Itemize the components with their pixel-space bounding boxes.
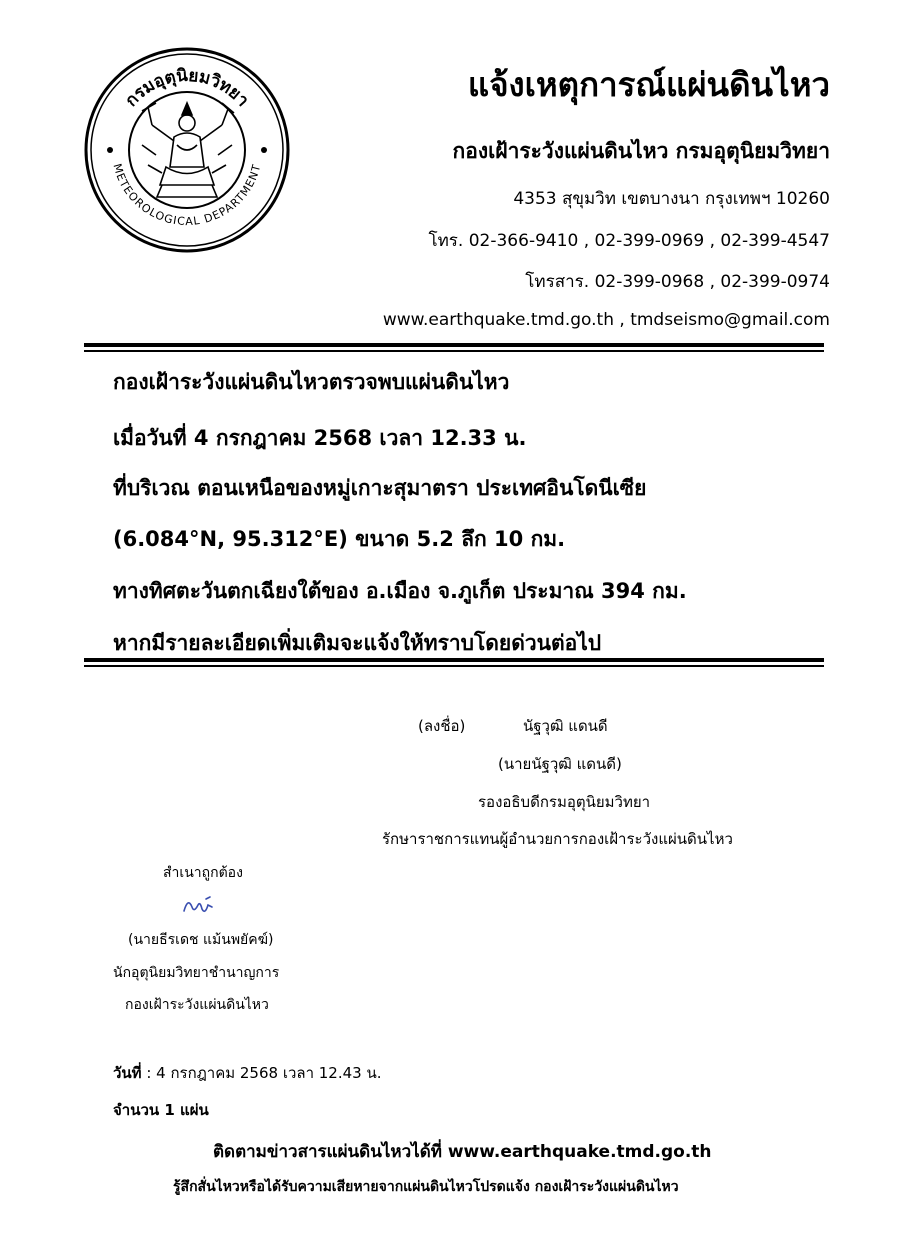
- signature-name: นัฐวุฒิ แดนดี: [523, 717, 608, 735]
- department-name: กองเฝ้าระวังแผ่นดินไหว กรมอุตุนิยมวิทยา: [452, 139, 830, 163]
- announcement-line-5: ทางทิศตะวันตกเฉียงใต้ของ อ.เมือง จ.ภูเก็ต ประมาณ 394 กม.: [113, 579, 687, 603]
- follow-news: ติดตามข่าวสารแผ่นดินไหวได้ที่ www.earthquake.tmd.go.th: [213, 1142, 712, 1162]
- page-count: [113, 1098, 209, 1122]
- telephone: โทร. 02-366-9410 , 02-399-0969 , 02-399-4547: [428, 231, 830, 251]
- certified-copy-title: สำเนาถูกต้อง: [163, 865, 243, 881]
- issue-date: [113, 1061, 382, 1085]
- announcement-line-2: เมื่อวันที่ 4 กรกฎาคม 2568 เวลา 12.33 น.: [113, 426, 527, 450]
- announcement-line-6: หากมีรายละเอียดเพิ่มเติมจะแจ้งให้ทราบโดยด่วนต่อไป: [113, 631, 602, 655]
- signer-position: รองอธิบดีกรมอุตุนิยมวิทยา: [478, 793, 651, 811]
- certifier-position: นักอุตุนิยมวิทยาชำนาญการ: [113, 965, 280, 981]
- document-title: แจ้งเหตุการณ์แผ่นดินไหว: [467, 65, 830, 104]
- announcement-line-3: ที่บริเวณ ตอนเหนือของหมู่เกาะสุมาตรา ประเทศอินโดนีเซีย: [113, 476, 647, 500]
- divider-bottom: [84, 658, 824, 667]
- logo-english-text: METEOROLOGICAL DEPARTMENT: [110, 162, 264, 229]
- fax: โทรสาร. 02-399-0968 , 02-399-0974: [525, 272, 830, 292]
- signature-label: (ลงชื่อ): [418, 717, 466, 735]
- certifier-division: กองเฝ้าระวังแผ่นดินไหว: [125, 997, 269, 1013]
- handwritten-signature-icon: [180, 893, 220, 919]
- website-email: www.earthquake.tmd.go.th , tmdseismo@gmail.com: [382, 310, 830, 330]
- report-notice: รู้สึกสั่นไหวหรือได้รับความเสียหายจากแผ่นดินไหวโปรดแจ้ง กองเฝ้าระวังแผ่นดินไหว: [173, 1179, 679, 1195]
- page-count-label: จำนวน 1 แผ่น: [113, 1101, 209, 1119]
- divider-top: [84, 343, 824, 352]
- issue-date-label: วันที่: [113, 1064, 142, 1082]
- signer-acting-role: รักษาราชการแทนผู้อำนวยการกองเฝ้าระวังแผ่นดินไหว: [382, 830, 733, 848]
- announcement-line-1: กองเฝ้าระวังแผ่นดินไหวตรวจพบแผ่นดินไหว: [113, 370, 510, 394]
- issue-date-value: : 4 กรกฎาคม 2568 เวลา 12.43 น.: [141, 1064, 382, 1082]
- signer-full-name: (นายนัฐวุฒิ แดนดี): [498, 755, 622, 773]
- certifier-name: (นายธีรเดช แม้นพยัคฆ์): [128, 932, 274, 948]
- logo-thai-text: กรมอุตุนิยมวิทยา: [121, 65, 253, 111]
- announcement-line-4: (6.084°N, 95.312°E) ขนาด 5.2 ลึก 10 กม.: [113, 527, 566, 551]
- tmd-seal-logo: [82, 45, 292, 255]
- address: 4353 สุขุมวิท เขตบางนา กรุงเทพฯ 10260: [513, 189, 830, 209]
